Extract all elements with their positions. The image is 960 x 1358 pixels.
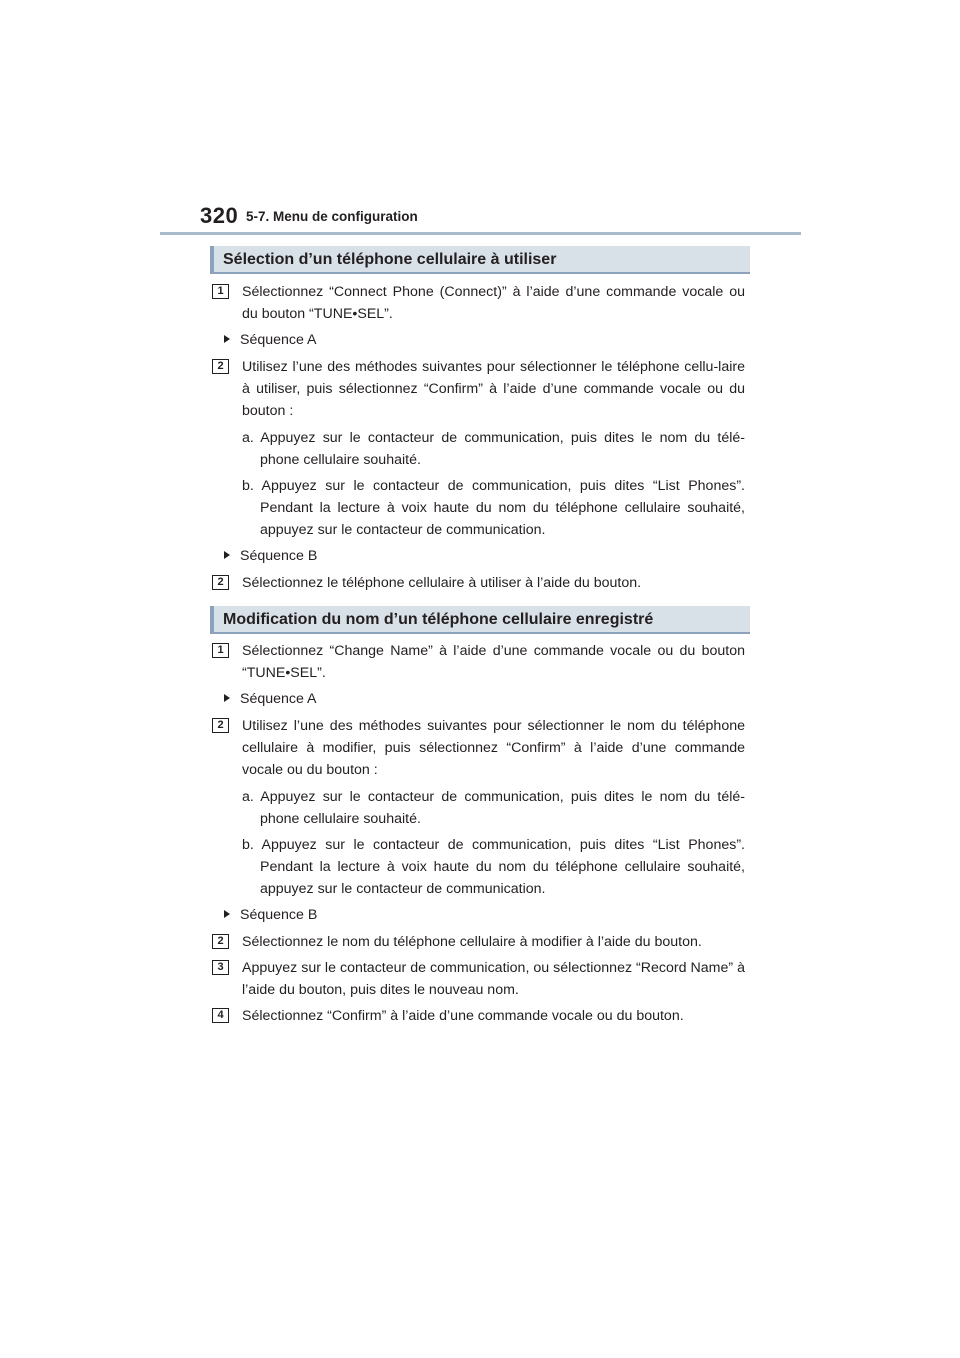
option-b-text: b. Appuyez sur le contacteur de communication, puis dites “List Phones”. Pendant la lecture à voix haute du nom du téléphone cellulaire souhaité, appuyez sur le contacteur de communication.	[242, 837, 745, 897]
sequence-b-text: Séquence B	[240, 907, 318, 923]
sequence-b-label	[224, 545, 317, 567]
option-b-text: b. Appuyez sur le contacteur de communication, puis dites “List Phones”. Pendant la lecture à voix haute du nom du téléphone cellulaire souhaité, appuyez sur le contacteur de communication.	[242, 478, 745, 538]
step-badge-3: 3	[212, 960, 229, 975]
step-badge-2b: 2	[212, 934, 229, 949]
step-4-text: Sélectionnez “Confirm” à l’aide d’une commande vocale ou du bouton.	[242, 1008, 684, 1024]
triangle-bullet-icon	[224, 551, 230, 559]
step-3-text: Appuyez sur le contacteur de communication, ou sélectionnez “Record Name” à l’aide du bouton, puis dites le nouveau nom.	[242, 960, 745, 998]
step-2-text: Utilisez l’une des méthodes suivantes pour sélectionner le nom du téléphone cellulaire à modifier, puis sélectionnez “Confirm” à l’aide d’une commande vocale ou du bouton :	[242, 718, 745, 778]
step-badge-4: 4	[212, 1008, 229, 1023]
sequence-a-text: Séquence A	[240, 691, 317, 707]
sequence-b-text: Séquence B	[240, 548, 318, 564]
step-2b-text: Sélectionnez le nom du téléphone cellulaire à modifier à l’aide du bouton.	[242, 934, 702, 950]
header-rule	[160, 232, 801, 235]
step-badge-2b: 2	[212, 575, 229, 590]
page-number: 320	[200, 203, 239, 228]
section-heading-rename-phone: Modification du nom d’un téléphone cellulaire enregistré	[210, 606, 750, 634]
step-badge-2: 2	[212, 718, 229, 733]
step-1-text: Sélectionnez “Connect Phone (Connect)” à l’aide d’une commande vocale ou du bouton “TUNE•SEL”.	[242, 284, 745, 322]
sequence-b-label	[224, 904, 317, 926]
sequence-a-text: Séquence A	[240, 332, 317, 348]
step-2b-text: Sélectionnez le téléphone cellulaire à utiliser à l’aide du bouton.	[242, 575, 642, 591]
step-1-text: Sélectionnez “Change Name” à l’aide d’une commande vocale ou du bouton “TUNE•SEL”.	[242, 643, 745, 681]
step-badge-2: 2	[212, 359, 229, 374]
section-heading-select-phone: Sélection d’un téléphone cellulaire à utiliser	[210, 246, 750, 274]
step-badge-1: 1	[212, 284, 229, 299]
sequence-a-label	[224, 688, 317, 710]
option-a-text: a. Appuyez sur le contacteur de communication, puis dites le nom du télé-phone cellulaire souhaité.	[242, 789, 745, 827]
step-badge-1: 1	[212, 643, 229, 658]
triangle-bullet-icon	[224, 910, 230, 918]
sequence-a-label	[224, 329, 317, 351]
triangle-bullet-icon	[224, 694, 230, 702]
option-a-text: a. Appuyez sur le contacteur de communication, puis dites le nom du télé-phone cellulaire souhaité.	[242, 430, 745, 468]
chapter-title: 5-7. Menu de configuration	[246, 209, 418, 224]
step-2-text: Utilisez l’une des méthodes suivantes pour sélectionner le téléphone cellu-laire à utiliser, puis sélectionnez “Confirm” à l’aide d’une commande vocale ou du bouton :	[242, 359, 745, 419]
triangle-bullet-icon	[224, 335, 230, 343]
